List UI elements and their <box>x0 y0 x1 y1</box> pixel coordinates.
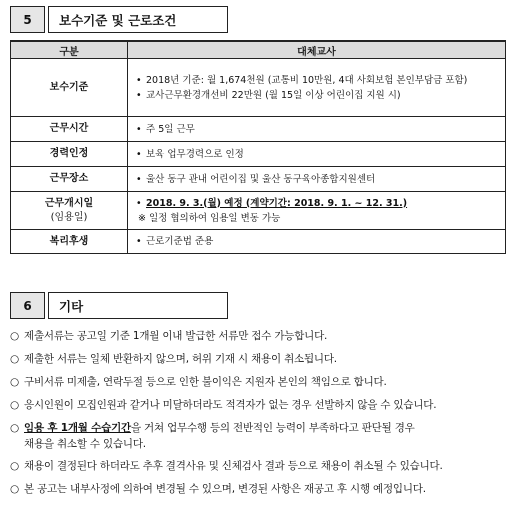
row-value: 2018. 9. 3.(월) 예정 (계약기간: 2018. 9. 1. ~ 12. 31.) <box>146 197 408 209</box>
row-label: 근무개시일 <box>44 197 94 209</box>
table-header-row <box>11 41 506 59</box>
conditions-table <box>10 40 506 254</box>
circle-bullet-icon: ○ <box>10 460 19 472</box>
row-value: 울산 동구 관내 어린이집 및 울산 동구육아종합지원센터 <box>146 173 376 185</box>
section-number: 5 <box>10 6 45 33</box>
row-value: 교사근무환경개선비 22만원 (월 15일 이상 어린이집 지원 시) <box>146 89 401 101</box>
section-title: 보수기준 및 근로조건 <box>48 6 228 33</box>
circle-bullet-icon: ○ <box>10 330 19 342</box>
notice-list <box>10 328 510 504</box>
row-value: 보육 업무경력으로 인정 <box>146 148 244 160</box>
section-6-header <box>10 292 228 319</box>
circle-bullet-icon: ○ <box>10 353 19 365</box>
row-label: 보수기준 <box>11 59 128 117</box>
section-5-header <box>10 6 228 33</box>
list-item: ○ 제출한 서류는 일체 반환하지 않으며, 허위 기재 시 채용이 취소됩니다. <box>10 353 337 365</box>
list-item: ○ 채용이 결정된다 하더라도 추후 결격사유 및 신체검사 결과 등으로 채용이 취소될 수 있습니다. <box>10 460 443 472</box>
table-row: 근무개시일 (임용일) • 2018. 9. 3.(월) 예정 (계약기간: 2018. 9. 1. ~ 12. 31.) ※ 일정 협의하여 임용일 변동 가능 <box>11 192 506 230</box>
list-item: ○ 구비서류 미제출, 연락두절 등으로 인한 불이익은 지원자 본인의 책임으로 합니다. <box>10 376 387 388</box>
circle-bullet-icon: ○ <box>10 422 19 434</box>
section-number: 6 <box>10 292 45 319</box>
list-item: ○ 응시인원이 모집인원과 같거나 미달하더라도 적격자가 없는 경우 선발하지 않을 수 있습니다. <box>10 399 437 411</box>
circle-bullet-icon: ○ <box>10 483 19 495</box>
row-note: ※ 일정 협의하여 임용일 변동 가능 <box>138 212 281 224</box>
table-row: 경력인정 • 보육 업무경력으로 인정 <box>11 142 506 167</box>
table-row: 근무시간 • 주 5일 근무 <box>11 117 506 142</box>
column-header: 구분 <box>11 41 128 59</box>
table-row: 보수기준 • 2018년 기준: 월 1,674천원 (교통비 10만원, 4대 사회보험 본인부담금 포함) • 교사근무환경개선비 22만원 (월 15일 이상 어린이집 지원 시) <box>11 59 506 117</box>
column-header: 대체교사 <box>128 41 506 59</box>
row-value: 2018년 기준: 월 1,674천원 (교통비 10만원, 4대 사회보험 본인부담금 포함) <box>146 74 468 86</box>
row-value: 주 5일 근무 <box>146 123 195 135</box>
row-label: 경력인정 <box>11 142 128 167</box>
circle-bullet-icon: ○ <box>10 399 19 411</box>
table-row: 근무장소 • 울산 동구 관내 어린이집 및 울산 동구육아종합지원센터 <box>11 167 506 192</box>
list-item: ○ 임용 후 1개월 수습기간을 거쳐 업무수행 등의 전반적인 능력이 부족하다고 판단될 경우 채용을 취소할 수 있습니다. <box>10 422 415 450</box>
list-item: ○ 제출서류는 공고일 기준 1개월 이내 발급한 서류만 접수 가능합니다. <box>10 330 328 342</box>
list-item: ○ 본 공고는 내부사정에 의하여 변경될 수 있으며, 변경된 사항은 재공고 후 시행 예정입니다. <box>10 483 426 495</box>
table-row: 복리후생 • 근로기준법 준용 <box>11 230 506 254</box>
row-label: 복리후생 <box>11 230 128 254</box>
row-label: (임용일) <box>50 211 88 223</box>
row-label: 근무시간 <box>11 117 128 142</box>
emphasis-text: 임용 후 1개월 수습기간 <box>24 422 131 434</box>
row-label: 근무장소 <box>11 167 128 192</box>
row-value: 근로기준법 준용 <box>146 236 214 247</box>
circle-bullet-icon: ○ <box>10 376 19 388</box>
section-title: 기타 <box>48 292 228 319</box>
